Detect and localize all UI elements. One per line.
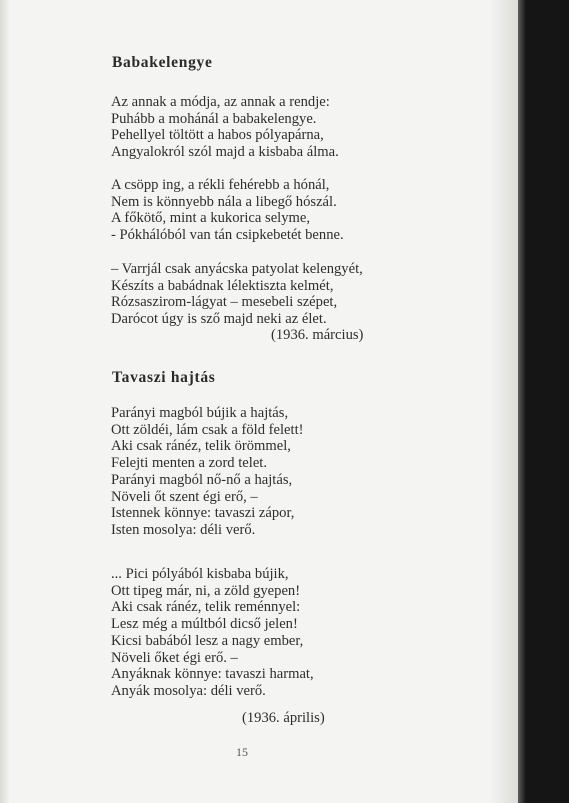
poem-line: Kicsi babából lesz a nagy ember, [111,632,304,649]
poem-line: Puhább a mohánál a babakelengye. [111,110,317,127]
page-number: 15 [236,745,248,759]
poem-title-tavaszi-hajtas: Tavaszi hajtás [112,369,216,386]
poem-line: A főkötő, mint a kukorica selyme, [111,210,311,227]
poem-line: Nem is könnyebb nála a libegő hószál. [111,193,337,210]
poem-line: Készíts a babádnak lélektiszta kelmét, [111,277,334,294]
poem-line: Istennek könnye: tavaszi zápor, [111,505,295,522]
poem-line: Aki csak ránéz, telik reménnyel: [111,599,301,616]
poem-line: Pehellyel töltött a habos pólyapárna, [111,127,324,144]
poem-2-stanza-1 [111,405,303,539]
poem-1-stanza-2 [111,177,344,244]
poem-line: ... Pici pólyából kisbaba bújik, [111,566,289,582]
poem-line: Anyáknak könnye: tavaszi harmat, [111,666,314,683]
scan-dark-edge [518,0,569,803]
poem-line: Felejti menten a zord telet. [111,455,268,472]
poem-1-date: (1936. március) [271,327,364,343]
poem-line: Parányi magból bújik a hajtás, [111,405,289,421]
page-shadow-right [490,0,518,803]
page-shadow-left [0,0,10,803]
poem-2-date: (1936. április) [242,710,325,726]
poem-line: Aki csak ránéz, telik örömmel, [111,438,291,455]
poem-line: Angyalokról szól majd a kisbaba álma. [111,144,339,161]
poem-line: Isten mosolya: déli verő. [111,521,256,538]
poem-line: A csöpp ing, a rékli fehérebb a hónál, [111,177,330,193]
poem-line: Az annak a módja, az annak a rendje: [111,94,330,110]
poem-line: Ott tipeg már, ni, a zöld gyepen! [111,582,301,599]
poem-1-stanza-3 [111,261,363,328]
poem-line: Rózsaszirom-lágyat – mesebeli szépet, [111,294,338,311]
poem-line: – Varrjál csak anyácska patyolat kelengyét, [111,261,363,277]
poem-line: Anyák mosolya: déli verő. [111,682,266,699]
poem-line: - Pókhálóból van tán csipkebetét benne. [111,227,344,244]
poem-1-stanza-1 [111,94,339,161]
poem-line: Növeli őket égi erő. – [111,649,238,666]
poem-line: Lesz még a múltból dicső jelen! [111,616,298,633]
poem-title-babakelengye: Babakelengye [112,54,213,71]
poem-2-stanza-2 [111,566,314,700]
poem-line: Növeli őt szent égi erő, – [111,488,258,505]
poem-line: Parányi magból nő-nő a hajtás, [111,471,293,488]
poem-line: Ott zöldéi, lám csak a föld felett! [111,421,304,438]
poem-line: Darócot úgy is sző majd neki az élet. [111,311,327,328]
